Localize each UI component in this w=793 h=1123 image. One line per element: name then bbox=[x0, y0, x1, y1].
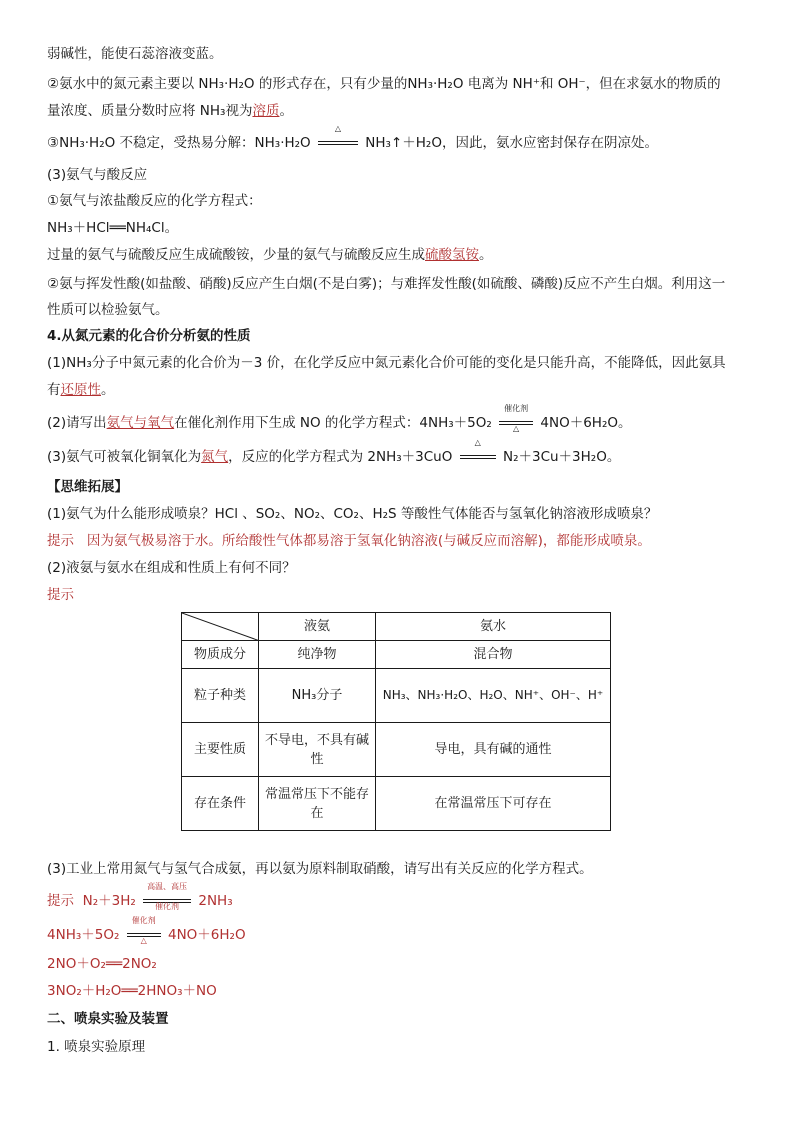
equation-line: ③NH₃·H₂O 不稳定，受热易分解：NH₃·H₂O △ NH₃↑＋H₂O，因此，氨水应密封保存在阴凉处。 bbox=[47, 124, 658, 151]
question-line: (1)氨气为什么能形成喷泉？HCl 、SO₂、NO₂、CO₂、H₂S 等酸性气体能否与氢氧化钠溶液形成喷泉？ bbox=[47, 506, 658, 522]
section-heading: 4.从氮元素的化合价分析氨的性质 bbox=[47, 328, 251, 344]
table-header: 氨水 bbox=[376, 613, 611, 641]
equation-line: 2NO＋O₂══2NO₂ bbox=[47, 956, 157, 972]
diagonal-line bbox=[182, 613, 260, 641]
equation-line: (3)氨气可被氧化铜氧化为氮气，反应的化学方程式为 2NH₃＋3CuO △ N₂＋3Cu＋3H₂O。 bbox=[47, 438, 621, 465]
section-heading: 二、喷泉实验及装置 bbox=[47, 1011, 169, 1027]
table-cell: NH₃分子 bbox=[259, 669, 376, 723]
reaction-arrow: △ bbox=[318, 134, 358, 152]
table-cell: 常温常压下不能存在 bbox=[259, 777, 376, 831]
row-label: 主要性质 bbox=[182, 723, 259, 777]
table-row bbox=[182, 777, 611, 831]
equation-line: NH₃＋HCl══NH₄Cl。 bbox=[47, 220, 179, 236]
text-line: 量浓度、质量分数时应将 NH₃视为溶质。 bbox=[47, 103, 293, 119]
text-line: 有还原性。 bbox=[47, 382, 115, 398]
subheading: (3)氨气与酸反应 bbox=[47, 167, 148, 183]
text-line: (1)NH₃分子中氮元素的化合价为－3 价，在化学反应中氮元素化合价可能的变化是只能升高，不能降低，因此氨具 bbox=[47, 355, 726, 371]
reaction-arrow: 催化剂 △ bbox=[127, 926, 161, 944]
text-line: 性质可以检验氨气。 bbox=[47, 302, 169, 318]
text-line: ②氨与挥发性酸(如盐酸、硝酸)反应产生白烟(不是白雾)；与难挥发性酸(如硫酸、磷酸)反应不产生白烟。利用这一 bbox=[47, 276, 726, 292]
text-line: 过量的氨气与硫酸反应生成硫酸铵，少量的氨气与硫酸反应生成硫酸氢铵。 bbox=[47, 247, 493, 263]
reaction-arrow: △ bbox=[460, 448, 496, 466]
hint-line: 提示 N₂＋3H₂ 高温、高压 催化剂 2NH₃ bbox=[47, 882, 233, 911]
table-cell: 纯净物 bbox=[259, 641, 376, 669]
equation-line: (2)请写出氨气与氧气在催化剂作用下生成 NO 的化学方程式：4NH₃＋5O₂ 催化剂 △ 4NO＋6H₂O。 bbox=[47, 404, 632, 433]
question-line: (2)液氨与氨水在组成和性质上有何不同？ bbox=[47, 560, 296, 576]
question-line: (3)工业上常用氮气与氢气合成氨，再以氨为原料制取硝酸，请写出有关反应的化学方程式。 bbox=[47, 861, 593, 877]
equation-line: 4NH₃＋5O₂ 催化剂 △ 4NO＋6H₂O bbox=[47, 916, 246, 945]
table-cell: 在常温常压下可存在 bbox=[376, 777, 611, 831]
text-line: ①氨气与浓盐酸反应的化学方程式： bbox=[47, 193, 262, 209]
reversible-arrow: 高温、高压 催化剂 bbox=[143, 892, 191, 910]
hint-line: 提示 因为氨气极易溶于水。所给酸性气体都易溶于氢氧化钠溶液(与碱反应而溶解)，都能形成喷泉。 bbox=[47, 533, 651, 549]
reaction-arrow: 催化剂 △ bbox=[499, 414, 533, 432]
row-label: 粒子种类 bbox=[182, 669, 259, 723]
row-label: 存在条件 bbox=[182, 777, 259, 831]
table-header: 液氨 bbox=[259, 613, 376, 641]
equation-line: 3NO₂＋H₂O══2HNO₃＋NO bbox=[47, 983, 217, 999]
hint-label: 提示 bbox=[47, 587, 74, 603]
section-heading: 【思维拓展】 bbox=[47, 479, 128, 495]
table-header-row bbox=[182, 613, 611, 641]
table-row bbox=[182, 669, 611, 723]
table-cell: 不导电，不具有碱性 bbox=[259, 723, 376, 777]
comparison-table bbox=[181, 612, 611, 831]
text-line: ②氨水中的氮元素主要以 NH₃·H₂O 的形式存在，只有少量的NH₃·H₂O 电离为 NH⁺和 OH⁻，但在求氨水的物质的 bbox=[47, 76, 721, 92]
text-line: 弱碱性，能使石蕊溶液变蓝。 bbox=[47, 46, 223, 62]
subheading: 1. 喷泉实验原理 bbox=[47, 1039, 146, 1055]
table-cell: 导电，具有碱的通性 bbox=[376, 723, 611, 777]
table-row bbox=[182, 723, 611, 777]
table-cell: 混合物 bbox=[376, 641, 611, 669]
table-row bbox=[182, 641, 611, 669]
table-cell: NH₃、NH₃·H₂O、H₂O、NH⁺、OH⁻、H⁺ bbox=[376, 669, 611, 723]
diagonal-cell bbox=[182, 613, 259, 641]
row-label: 物质成分 bbox=[182, 641, 259, 669]
